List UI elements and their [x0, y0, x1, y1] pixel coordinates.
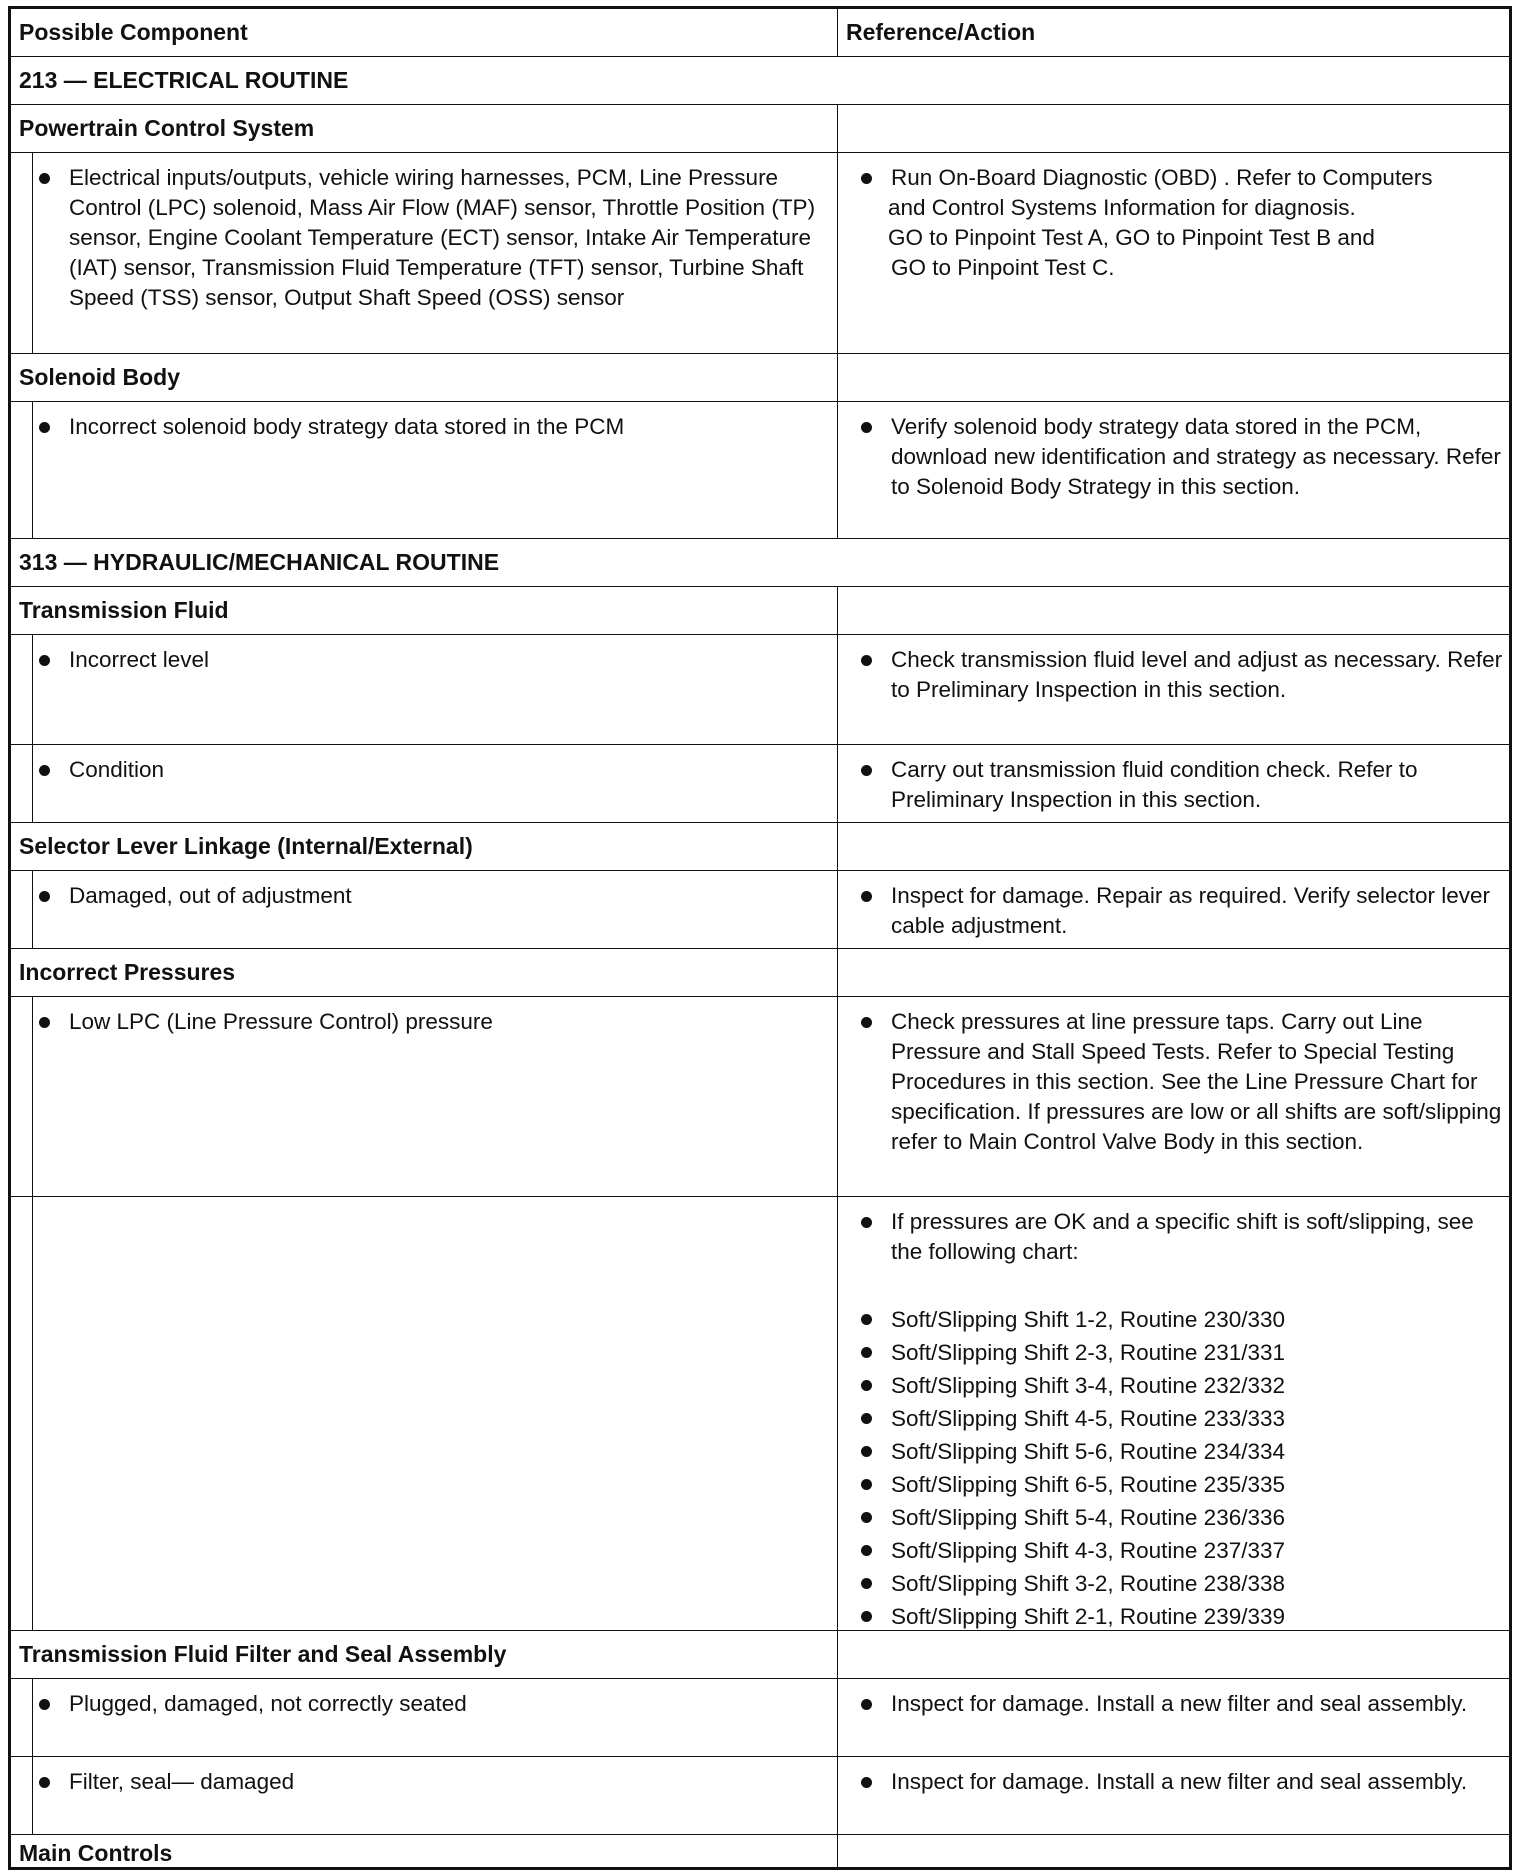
powertrain-action: Run On-Board Diagnostic (OBD) . Refer to Computers and Control Systems Information for diagnosis. GO to Pinpoint Test A, GO to Pinpoint Test B and GO to Pinpoint Test C. [888, 163, 1505, 283]
pressures-ok-action: If pressures are OK and a specific shift is soft/slipping, see the following chart: [891, 1207, 1505, 1267]
routine-313-heading-row [11, 539, 1509, 587]
table-row [11, 1757, 1509, 1835]
solenoid-action: Verify solenoid body strategy data stored in the PCM, download new identification and strategy as necessary. Refer to Solenoid Body Strategy in this section. [891, 412, 1505, 502]
table-row [11, 153, 1509, 354]
bullet-icon [861, 1017, 872, 1028]
bullet-icon [861, 1578, 872, 1589]
filter-plugged-action: Inspect for damage. Install a new filter and seal assembly. [891, 1689, 1505, 1719]
pressures-section-label: Incorrect Pressures [11, 949, 838, 996]
bullet-icon [861, 1699, 872, 1710]
bullet-icon [861, 1380, 872, 1391]
selector-section-label: Selector Lever Linkage (Internal/External) [11, 823, 838, 870]
list-item: Soft/Slipping Shift 2-3, Routine 231/331 [891, 1336, 1505, 1369]
column-header-possible-component: Possible Component [11, 9, 838, 56]
bullet-icon [861, 1512, 872, 1523]
bullet-icon [39, 422, 50, 433]
table-row [11, 997, 1509, 1197]
table-row [11, 871, 1509, 949]
bullet-icon [861, 1777, 872, 1788]
bullet-icon [861, 1446, 872, 1457]
pressures-section-row [11, 949, 1509, 997]
bullet-icon [861, 1479, 872, 1490]
table-row [11, 1197, 1509, 1631]
main-controls-section-row [11, 1835, 1509, 1867]
fluid-section-row [11, 587, 1509, 635]
pressures-component: Low LPC (Line Pressure Control) pressure [69, 1007, 817, 1037]
bullet-icon [861, 1347, 872, 1358]
bullet-icon [861, 173, 872, 184]
list-item: Soft/Slipping Shift 4-3, Routine 237/337 [891, 1534, 1505, 1567]
main-controls-section-label: Main Controls [11, 1835, 838, 1867]
fluid-condition-component: Condition [69, 755, 817, 785]
bullet-icon [861, 422, 872, 433]
powertrain-section-label: Powertrain Control System [11, 105, 838, 152]
fluid-level-component: Incorrect level [69, 645, 817, 675]
routine-213-title: 213 — ELECTRICAL ROUTINE [19, 67, 349, 93]
table-row [11, 402, 1509, 539]
bullet-icon [39, 891, 50, 902]
bullet-icon [39, 655, 50, 666]
bullet-icon [861, 1413, 872, 1424]
bullet-icon [861, 1314, 872, 1325]
table-row [11, 635, 1509, 745]
pressures-action: Check pressures at line pressure taps. Carry out Line Pressure and Stall Speed Tests. Refer to Special Testing Procedures in this section. See the Line Pressure Chart for specification. If pressures are low or all shifts are soft/slipping refer to Main Control Valve Body in this section. [891, 1007, 1505, 1157]
bullet-icon [39, 173, 50, 184]
bullet-icon [39, 1777, 50, 1788]
filter-seal-action: Inspect for damage. Install a new filter and seal assembly. [891, 1767, 1505, 1797]
solenoid-section-row [11, 354, 1509, 402]
selector-section-row [11, 823, 1509, 871]
list-item: Soft/Slipping Shift 2-1, Routine 239/339 [891, 1600, 1505, 1633]
shift-routine-list [891, 1303, 1505, 1633]
fluid-section-label: Transmission Fluid [11, 587, 838, 634]
list-item: Soft/Slipping Shift 3-2, Routine 238/338 [891, 1567, 1505, 1600]
column-header-reference-action: Reference/Action [846, 19, 1036, 45]
table-row [11, 1679, 1509, 1757]
filter-seal-component: Filter, seal— damaged [69, 1767, 817, 1797]
bullet-icon [39, 1017, 50, 1028]
bullet-icon [861, 1611, 872, 1622]
routine-213-heading-row [11, 57, 1509, 105]
table-row [11, 745, 1509, 823]
filter-section-row [11, 1631, 1509, 1679]
bullet-icon [39, 765, 50, 776]
list-item: Soft/Slipping Shift 6-5, Routine 235/335 [891, 1468, 1505, 1501]
bullet-icon [861, 1545, 872, 1556]
powertrain-component: Electrical inputs/outputs, vehicle wiring harnesses, PCM, Line Pressure Control (LPC) solenoid, Mass Air Flow (MAF) sensor, Throttle Position (TP) sensor, Engine Coolant Temperature (ECT) sensor, Intake Air Temperature (IAT) sensor, Transmission Fluid Temperature (TFT) sensor, Turbine Shaft Speed (TSS) sensor, Output Shaft Speed (OSS) sensor [69, 163, 817, 313]
bullet-icon [39, 1699, 50, 1710]
bullet-icon [861, 765, 872, 776]
filter-section-label: Transmission Fluid Filter and Seal Assembly [11, 1631, 838, 1678]
table-header-row [11, 9, 1509, 57]
list-item: Soft/Slipping Shift 5-6, Routine 234/334 [891, 1435, 1505, 1468]
bullet-icon [861, 891, 872, 902]
bullet-icon [861, 1217, 872, 1228]
routine-313-title: 313 — HYDRAULIC/MECHANICAL ROUTINE [19, 549, 500, 575]
diagnostic-table [8, 6, 1512, 1870]
fluid-condition-action: Carry out transmission fluid condition check. Refer to Preliminary Inspection in this section. [891, 755, 1505, 815]
list-item: Soft/Slipping Shift 5-4, Routine 236/336 [891, 1501, 1505, 1534]
list-item: Soft/Slipping Shift 1-2, Routine 230/330 [891, 1303, 1505, 1336]
bullet-icon [861, 655, 872, 666]
selector-component: Damaged, out of adjustment [69, 881, 817, 911]
solenoid-component: Incorrect solenoid body strategy data stored in the PCM [69, 412, 817, 442]
list-item: Soft/Slipping Shift 4-5, Routine 233/333 [891, 1402, 1505, 1435]
solenoid-section-label: Solenoid Body [11, 354, 838, 401]
selector-action: Inspect for damage. Repair as required. Verify selector lever cable adjustment. [891, 881, 1505, 941]
list-item: Soft/Slipping Shift 3-4, Routine 232/332 [891, 1369, 1505, 1402]
filter-plugged-component: Plugged, damaged, not correctly seated [69, 1689, 817, 1719]
powertrain-section-row [11, 105, 1509, 153]
fluid-level-action: Check transmission fluid level and adjust as necessary. Refer to Preliminary Inspection in this section. [891, 645, 1505, 705]
